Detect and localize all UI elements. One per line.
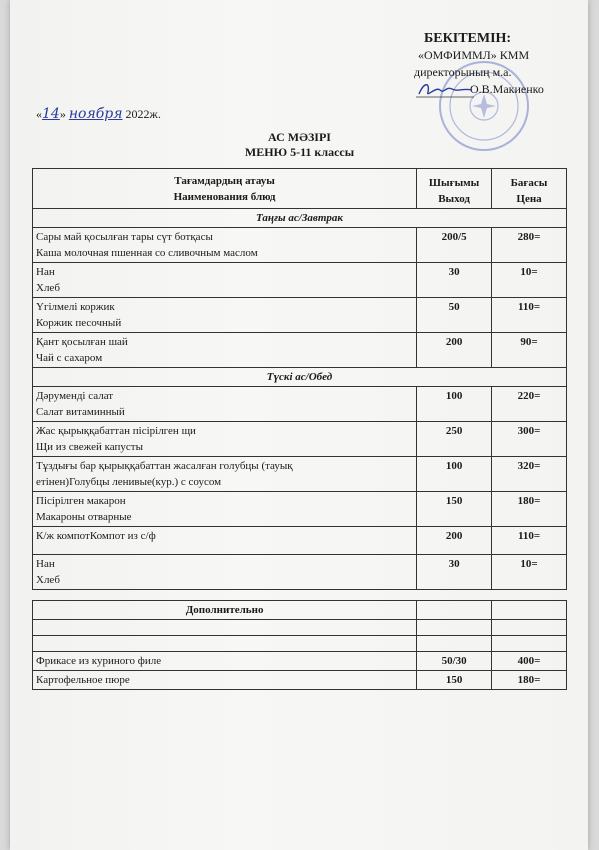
table-row xyxy=(33,555,567,590)
approval-org: «ОМФИММЛ» КММ xyxy=(418,48,530,62)
table-row xyxy=(33,652,567,671)
dish-yield: 50 xyxy=(417,298,492,333)
dish-yield: 100 xyxy=(417,457,492,492)
dish-name-cell xyxy=(33,555,417,590)
dish-name-cell xyxy=(33,263,417,298)
dish-name-ru: Хлеб xyxy=(36,574,60,586)
table-row xyxy=(33,457,567,492)
extra-label: Дополнительно xyxy=(33,601,417,620)
date-quote-open: « xyxy=(36,107,42,121)
table-row xyxy=(33,671,567,690)
dish-price: 180= xyxy=(492,671,567,690)
table-row xyxy=(33,298,567,333)
breakfast-label: Таңғы ас/Завтрак xyxy=(33,209,567,228)
lunch-label: Түскі ас/Обед xyxy=(33,368,567,387)
dish-name-cell xyxy=(33,422,417,457)
dish-yield: 30 xyxy=(417,555,492,590)
header-row xyxy=(33,169,567,209)
lunch-items xyxy=(33,387,567,590)
dish-yield: 30 xyxy=(417,263,492,298)
extra-items xyxy=(33,652,567,690)
header-name-ru: Наименования блюд xyxy=(173,190,276,203)
dish-name-kz: Тұздығы бар қырыққабаттан жасалған голубцы (тауық xyxy=(36,460,293,472)
extra-empty-cell xyxy=(492,601,567,620)
dish-name-ru: Салат витаминный xyxy=(36,406,125,418)
dish-price: 10= xyxy=(492,555,567,590)
dish-price: 400= xyxy=(492,652,567,671)
dish-price: 220= xyxy=(492,387,567,422)
table-row xyxy=(33,422,567,457)
dish-price: 300= xyxy=(492,422,567,457)
table-row xyxy=(33,492,567,527)
breakfast-section-row xyxy=(33,209,567,228)
dish-name-ru: Коржик песочный xyxy=(36,317,122,329)
dish-yield: 150 xyxy=(417,492,492,527)
dish-name-cell: Картофельное пюре xyxy=(33,671,417,690)
menu-subtitle: МЕНЮ 5-11 классы xyxy=(244,145,355,159)
dish-name-kz: Сары май қосылған тары сүт ботқасы xyxy=(36,231,213,243)
dish-price: 90= xyxy=(492,333,567,368)
dish-name-cell: Фрикасе из куриного филе xyxy=(33,652,417,671)
approval-title: БЕКІТЕМІН: xyxy=(424,31,512,46)
dish-name-ru: Макароны отварные xyxy=(36,511,132,523)
dish-name-cell xyxy=(33,228,417,263)
table-row xyxy=(33,228,567,263)
table-row xyxy=(33,387,567,422)
dish-yield: 150 xyxy=(417,671,492,690)
menu-table xyxy=(32,168,567,590)
dish-price: 110= xyxy=(492,298,567,333)
approval-name: О.В.Макиенко xyxy=(470,82,544,96)
header-price xyxy=(492,169,567,209)
dish-name-kz: Пісірілген макарон xyxy=(36,495,126,507)
date-month: ноября xyxy=(68,106,123,122)
header-yield xyxy=(417,169,492,209)
dish-price: 280= xyxy=(492,228,567,263)
dish-yield: 200 xyxy=(417,527,492,555)
breakfast-items xyxy=(33,228,567,368)
date-day: 14 xyxy=(42,106,60,122)
dish-name-cell xyxy=(33,492,417,527)
dish-name-ru: Хлеб xyxy=(36,282,60,294)
signature-icon xyxy=(416,80,476,100)
header-name-kz: Тағамдардың атауы xyxy=(174,174,275,187)
lunch-section-row xyxy=(33,368,567,387)
dish-name-kz: Нан xyxy=(36,558,55,570)
header-yield-kz: Шығымы xyxy=(428,177,480,189)
dish-name-ru: етінен)Голубцы ленивые(кур.) с соусом xyxy=(36,476,222,488)
menu-title: АС МӘЗІРІ xyxy=(268,130,331,144)
dish-price: 110= xyxy=(492,527,567,555)
dish-name-kz: Үгілмелі коржик xyxy=(36,301,115,313)
extra-empty-cell xyxy=(417,601,492,620)
approval-position: директорының м.а. xyxy=(414,65,512,79)
dish-name-kz: К/ж компотКомпот из с/ф xyxy=(36,530,156,542)
dish-name-kz: Дәрумендi салат xyxy=(36,390,114,402)
table-row xyxy=(33,333,567,368)
header-price-kz: Бағасы xyxy=(510,177,548,189)
dish-name-ru: Каша молочная пшенная со сливочным маслом xyxy=(36,247,258,259)
header-price-ru: Цена xyxy=(516,193,542,205)
dish-price: 320= xyxy=(492,457,567,492)
date-line xyxy=(36,106,161,122)
date-year: 2022ж. xyxy=(125,107,161,121)
header-yield-ru: Выход xyxy=(438,193,470,205)
dish-name-kz: Қант қосылған шай xyxy=(36,336,128,348)
extra-header-row xyxy=(33,601,567,620)
dish-name-cell xyxy=(33,457,417,492)
extra-table xyxy=(32,600,567,690)
dish-yield: 50/30 xyxy=(417,652,492,671)
table-row xyxy=(33,263,567,298)
header-name xyxy=(33,169,417,209)
dish-name-ru: Чай с сахаром xyxy=(36,352,103,364)
dish-name-kz: Жас қырыққабаттан пiсiрiлген щи xyxy=(36,425,196,437)
extra-blank-row xyxy=(33,636,567,652)
dish-yield: 100 xyxy=(417,387,492,422)
dish-name-cell xyxy=(33,298,417,333)
dish-yield: 200/5 xyxy=(417,228,492,263)
dish-yield: 250 xyxy=(417,422,492,457)
table-row xyxy=(33,527,567,555)
date-quote-close: » xyxy=(59,107,66,121)
dish-name-cell xyxy=(33,333,417,368)
dish-name-ru: Щи из свежей капусты xyxy=(36,441,143,453)
dish-price: 180= xyxy=(492,492,567,527)
dish-price: 10= xyxy=(492,263,567,298)
extra-blank-row xyxy=(33,620,567,636)
dish-name-cell xyxy=(33,527,417,555)
dish-yield: 200 xyxy=(417,333,492,368)
dish-name-kz: Нан xyxy=(36,266,55,278)
dish-name-cell xyxy=(33,387,417,422)
